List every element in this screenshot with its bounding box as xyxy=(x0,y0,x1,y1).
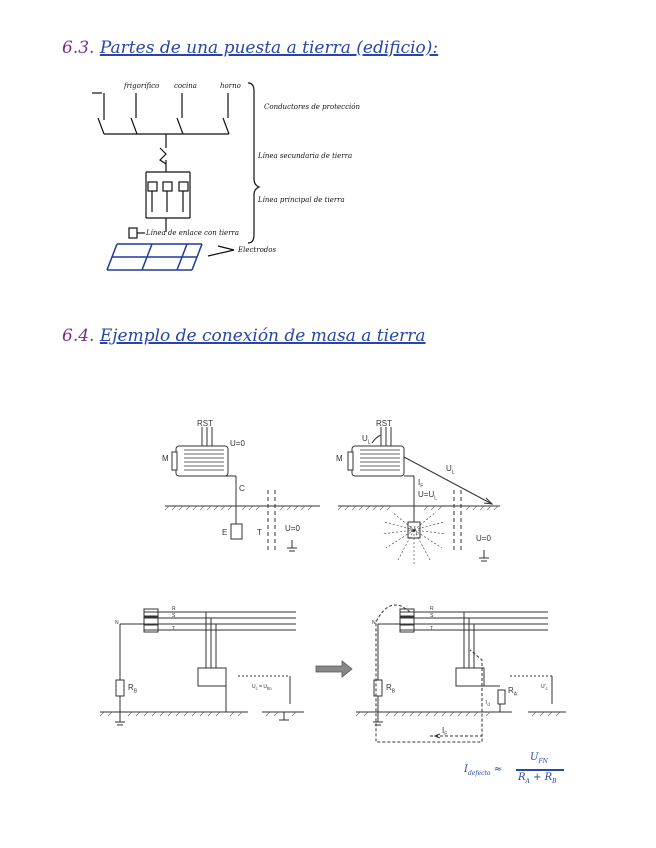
label-horno: horno xyxy=(220,82,241,90)
voltage-label: U=0 xyxy=(476,534,491,543)
label-linea-enlace: Línea de enlace con tierra xyxy=(146,229,240,237)
resistance-label: $R_B$ xyxy=(128,683,138,695)
resistance-label: $R_A$ xyxy=(508,686,518,698)
label-linea-secundaria: Línea secundaria de tierra xyxy=(258,152,353,160)
section-title: Partes de una puesta a tierra (edificio): xyxy=(99,38,439,58)
label-conductores-proteccion: Conductores de protección xyxy=(264,103,360,111)
fraction-bar xyxy=(516,769,564,771)
phase-t-label: T xyxy=(430,626,434,632)
section-number: 6.3. xyxy=(62,38,95,58)
transition-arrow xyxy=(316,661,352,677)
voltage-label: $U=U_L$ xyxy=(418,490,438,502)
formula-numerator: $U_{FN}$ xyxy=(530,752,548,765)
current-label: $I_F$ xyxy=(418,478,424,490)
phase-s-label: S xyxy=(430,613,434,619)
formula-denominator: $R_A + R_B$ xyxy=(518,772,557,785)
conductor-label: C xyxy=(239,484,245,493)
section-title: Ejemplo de conexión de masa a tierra xyxy=(99,326,426,346)
contact-voltage-label: $U_c = U_{fm}$ xyxy=(252,684,272,691)
phase-labels: RST xyxy=(197,419,213,428)
voltage-label: U=0 xyxy=(230,439,245,448)
neutral-label: N xyxy=(372,620,376,626)
current-label: $I_d$ xyxy=(486,700,490,707)
label-cocina: cocina xyxy=(174,82,197,90)
label-electrodos: Electrodos xyxy=(238,246,277,254)
phase-r-label: R xyxy=(172,606,176,612)
fault-current-formula xyxy=(464,752,584,792)
phase-r-label: R xyxy=(430,606,434,612)
neutral-label: N xyxy=(115,620,119,626)
voltage-label: $U_L$ xyxy=(446,464,455,476)
voltage-label: $U_L$ xyxy=(410,525,419,537)
phase-t-label: T xyxy=(172,626,176,632)
voltage-label: U=0 xyxy=(285,524,300,533)
phase-s-label: S xyxy=(172,613,176,619)
electrode-label: E xyxy=(222,528,228,537)
resistance-label: $R_B$ xyxy=(386,683,396,695)
label-linea-principal: Línea principal de tierra xyxy=(258,196,345,204)
phase-labels: RST xyxy=(376,419,392,428)
formula-lhs: $I_{defecto}$ ≈ xyxy=(464,764,503,777)
motor-label: M xyxy=(336,454,343,463)
earth-label: T xyxy=(257,528,262,537)
label-frigorifico: frigorífico xyxy=(124,82,160,90)
motor-label: M xyxy=(162,454,169,463)
section-number: 6.4. xyxy=(62,326,95,346)
voltage-label: $U_L$ xyxy=(362,434,371,446)
contact-voltage-label: $U'_c$ xyxy=(541,684,548,691)
current-label: $I_F$ xyxy=(442,726,448,738)
